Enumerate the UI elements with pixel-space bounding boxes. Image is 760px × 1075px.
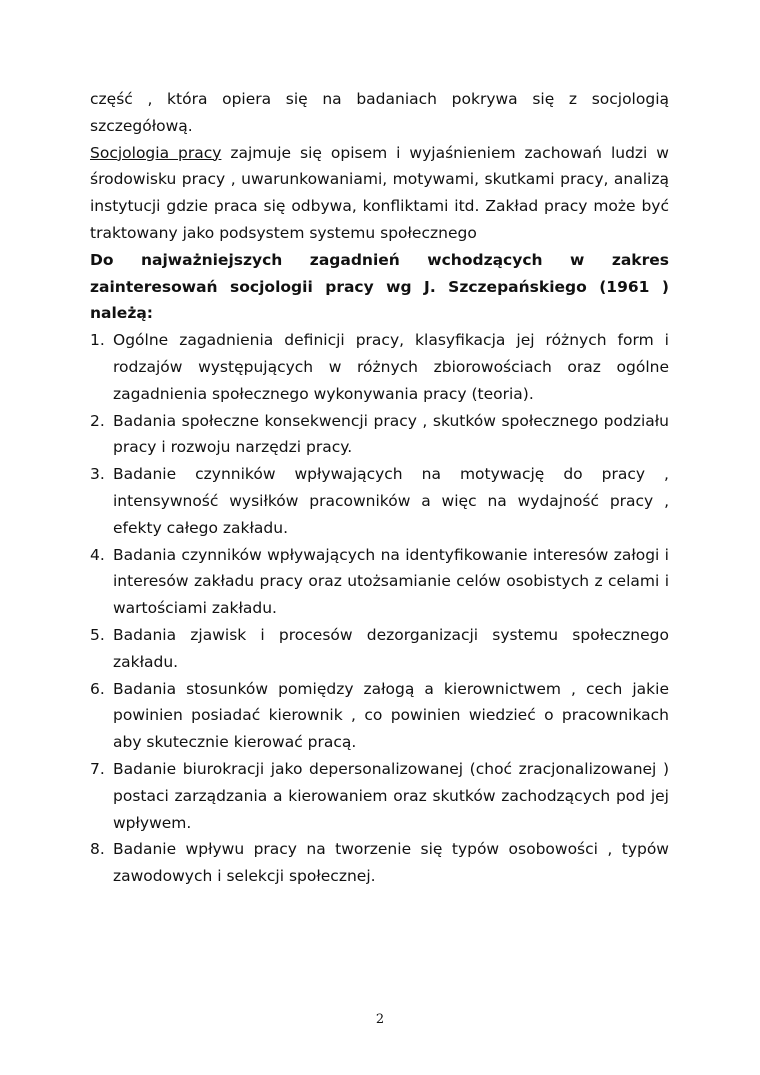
list-item-number: 4. [90, 545, 105, 564]
list-item-text: Badanie wpływu pracy na tworzenie się typów osobowości , typów zawodowych i selekcji społecznej. [113, 840, 669, 886]
list-item-number: 3. [90, 465, 105, 484]
list-item [90, 836, 669, 890]
list-item-number: 8. [90, 840, 105, 859]
list-item-text: Badania czynników wpływających na identyfikowanie interesów załogi i interesów zakładu pracy oraz utożsamianie celów osobistych z celami i wartościami zakładu. [113, 545, 669, 618]
list-item [90, 542, 669, 622]
list-item-text: Badanie czynników wpływających na motywację do pracy , intensywność wysiłków pracowników a więc na wydajność pracy , efekty całego zakładu. [113, 465, 669, 537]
list-item [90, 622, 669, 676]
list-item [90, 461, 669, 541]
list-item [90, 676, 669, 756]
intro-paragraph: część , która opiera się na badaniach pokrywa się z socjologią szczegółową. [90, 90, 669, 135]
topics-list [90, 327, 669, 890]
list-item-text: Badania stosunków pomiędzy załogą a kierownictwem , cech jakie powinien posiadać kierownik , co powinien wiedzieć o pracownikach aby skutecznie kierować pracą. [113, 679, 669, 752]
list-item-number: 5. [90, 625, 105, 644]
list-item-text: Badania społeczne konsekwencji pracy , skutków społecznego podziału pracy i rozwoju narzędzi pracy. [113, 411, 669, 457]
list-item-text: Badanie biurokracji jako depersonalizowanej (choć zracjonalizowanej ) postaci zarządzania a kierowaniem oraz skutków zachodzących pod jej wpływem. [113, 759, 669, 832]
page-content [90, 86, 669, 890]
definition-term: Socjologia pracy [90, 143, 222, 162]
definition-paragraph [90, 140, 669, 247]
page-number: 2 [375, 1012, 385, 1027]
list-item-number: 1. [90, 331, 105, 350]
list-item [90, 756, 669, 836]
list-item-number: 6. [90, 679, 105, 698]
section-heading: Do najważniejszych zagadnień wchodzących w zakres zainteresowań socjologii pracy wg J. Szczepańskiego (1961 ) należą: [90, 250, 669, 323]
list-item-number: 7. [90, 759, 105, 778]
list-item-number: 2. [90, 411, 105, 430]
list-item-text: Badania zjawisk i procesów dezorganizacji systemu społecznego zakładu. [113, 625, 669, 671]
list-item [90, 408, 669, 462]
list-item-text: Ogólne zagadnienia definicji pracy, klasyfikacja jej różnych form i rodzajów występujących w różnych zbiorowościach oraz ogólne zagadnienia społecznego wykonywania pracy (teoria). [113, 331, 669, 403]
definition-text: zajmuje się opisem i wyjaśnieniem zachowań ludzi w środowisku pracy , uwarunkowaniami, motywami, skutkami pracy, analizą instytucji gdzie praca się odbywa, konfliktami itd. Zakład pracy może być traktowany jako podsystem systemu społecznego [90, 143, 669, 242]
list-item [90, 327, 669, 407]
